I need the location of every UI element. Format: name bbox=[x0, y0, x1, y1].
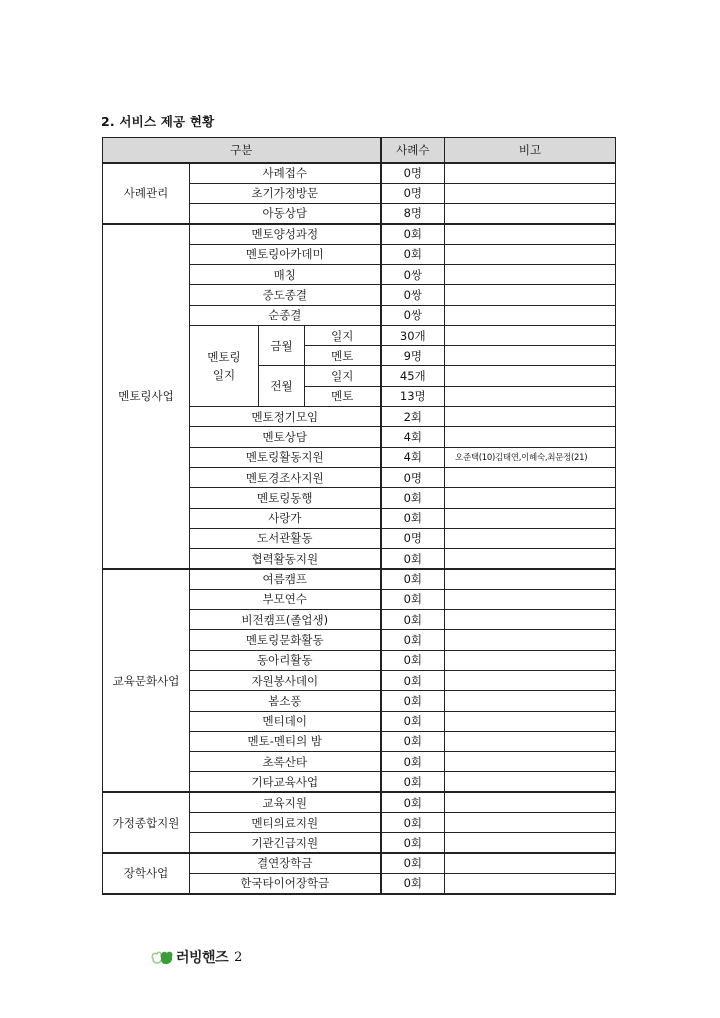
remark bbox=[445, 407, 616, 427]
item-label: 멘토양성과정 bbox=[190, 224, 381, 244]
case-count: 0회 bbox=[381, 610, 445, 630]
case-count: 0명 bbox=[381, 183, 445, 203]
remark bbox=[445, 224, 616, 244]
case-count: 0회 bbox=[381, 752, 445, 772]
case-count: 0회 bbox=[381, 569, 445, 589]
item-label: 매칭 bbox=[190, 264, 381, 284]
item-label: 멘토상담 bbox=[190, 427, 381, 447]
remark bbox=[445, 549, 616, 569]
case-count: 13명 bbox=[381, 386, 445, 406]
remark bbox=[445, 731, 616, 751]
remark bbox=[445, 264, 616, 284]
case-count: 4회 bbox=[381, 447, 445, 467]
item-label: 멘토-멘티의 밤 bbox=[190, 731, 381, 751]
remark bbox=[445, 305, 616, 325]
item-label: 멘토링문화활동 bbox=[190, 630, 381, 650]
case-count: 0회 bbox=[381, 670, 445, 690]
case-count: 0회 bbox=[381, 630, 445, 650]
case-count: 4회 bbox=[381, 427, 445, 447]
case-count: 0회 bbox=[381, 691, 445, 711]
remark bbox=[445, 772, 616, 792]
footer-brand: 러빙핸즈 bbox=[176, 950, 229, 966]
mentoring-journal-label: 멘토링 일지 bbox=[190, 325, 259, 406]
remark bbox=[445, 630, 616, 650]
item-label: 비전캠프(졸업생) bbox=[190, 610, 381, 630]
table-row bbox=[103, 569, 616, 589]
remark bbox=[445, 285, 616, 305]
case-count: 8명 bbox=[381, 204, 445, 224]
table-body bbox=[103, 163, 616, 894]
item-label: 초록산타 bbox=[190, 752, 381, 772]
remark bbox=[445, 427, 616, 447]
period-label: 금월 bbox=[259, 325, 305, 366]
remark bbox=[445, 346, 616, 366]
remark bbox=[445, 569, 616, 589]
category-mentor: 멘토링사업 bbox=[103, 224, 190, 569]
remark bbox=[445, 183, 616, 203]
table-row bbox=[103, 792, 616, 812]
case-count: 0회 bbox=[381, 244, 445, 264]
case-count: 0회 bbox=[381, 731, 445, 751]
item-label: 한국타이어장학금 bbox=[190, 873, 381, 893]
remark bbox=[445, 813, 616, 833]
service-status-table bbox=[102, 137, 616, 895]
case-count: 0회 bbox=[381, 792, 445, 812]
footer bbox=[150, 946, 242, 968]
item-label: 멘토정기모임 bbox=[190, 407, 381, 427]
case-count: 0쌍 bbox=[381, 285, 445, 305]
item-label: 봄소풍 bbox=[190, 691, 381, 711]
header-count: 사례수 bbox=[381, 138, 445, 164]
section-heading: 2. 서비스 제공 현황 bbox=[101, 114, 215, 129]
remark bbox=[445, 467, 616, 487]
journal-type: 멘토 bbox=[305, 386, 381, 406]
case-count: 0회 bbox=[381, 853, 445, 873]
category-case: 사례관리 bbox=[103, 163, 190, 224]
item-label: 아동상담 bbox=[190, 204, 381, 224]
item-label: 순종결 bbox=[190, 305, 381, 325]
journal-type: 멘토 bbox=[305, 346, 381, 366]
case-count: 0회 bbox=[381, 508, 445, 528]
case-count: 0쌍 bbox=[381, 264, 445, 284]
item-label: 협력활동지원 bbox=[190, 549, 381, 569]
item-label: 여름캠프 bbox=[190, 569, 381, 589]
case-count: 0회 bbox=[381, 833, 445, 853]
remark bbox=[445, 204, 616, 224]
case-count: 0회 bbox=[381, 650, 445, 670]
item-label: 사례접수 bbox=[190, 163, 381, 183]
case-count: 0회 bbox=[381, 813, 445, 833]
journal-type: 일지 bbox=[305, 366, 381, 386]
case-count: 0회 bbox=[381, 549, 445, 569]
remark bbox=[445, 833, 616, 853]
remark bbox=[445, 163, 616, 183]
item-label: 멘토링아카데미 bbox=[190, 244, 381, 264]
remark bbox=[445, 528, 616, 548]
item-label: 부모연수 bbox=[190, 589, 381, 609]
item-label: 사랑가 bbox=[190, 508, 381, 528]
remark bbox=[445, 508, 616, 528]
item-label: 도서관활동 bbox=[190, 528, 381, 548]
remark bbox=[445, 650, 616, 670]
item-label: 교육지원 bbox=[190, 792, 381, 812]
item-label: 멘토링동행 bbox=[190, 488, 381, 508]
remark bbox=[445, 792, 616, 812]
case-count: 0회 bbox=[381, 589, 445, 609]
remark bbox=[445, 691, 616, 711]
remark bbox=[445, 325, 616, 345]
case-count: 0쌍 bbox=[381, 305, 445, 325]
item-label: 멘티의료지원 bbox=[190, 813, 381, 833]
hands-logo-icon bbox=[150, 946, 174, 968]
category-family: 가정종합지원 bbox=[103, 792, 190, 853]
case-count: 0회 bbox=[381, 488, 445, 508]
case-count: 30개 bbox=[381, 325, 445, 345]
period-label: 전월 bbox=[259, 366, 305, 407]
item-label: 자원봉사데이 bbox=[190, 670, 381, 690]
case-count: 0명 bbox=[381, 528, 445, 548]
item-label: 초기가정방문 bbox=[190, 183, 381, 203]
table-row bbox=[103, 224, 616, 244]
case-count: 2회 bbox=[381, 407, 445, 427]
item-label: 멘토경조사지원 bbox=[190, 467, 381, 487]
remark bbox=[445, 711, 616, 731]
table-header-row bbox=[103, 138, 616, 164]
remark: 오준택(10)김태연,이혜숙,최문정(21) bbox=[445, 447, 616, 467]
remark bbox=[445, 244, 616, 264]
header-category: 구분 bbox=[103, 138, 381, 164]
case-count: 0명 bbox=[381, 163, 445, 183]
header-note: 비고 bbox=[445, 138, 616, 164]
remark bbox=[445, 752, 616, 772]
remark bbox=[445, 589, 616, 609]
item-label: 결연장학금 bbox=[190, 853, 381, 873]
page-number: 2 bbox=[234, 949, 243, 965]
journal-type: 일지 bbox=[305, 325, 381, 345]
remark bbox=[445, 366, 616, 386]
item-label: 멘토링활동지원 bbox=[190, 447, 381, 467]
case-count: 0명 bbox=[381, 467, 445, 487]
case-count: 45개 bbox=[381, 366, 445, 386]
item-label: 동아리활동 bbox=[190, 650, 381, 670]
item-label: 기타교육사업 bbox=[190, 772, 381, 792]
remark bbox=[445, 670, 616, 690]
case-count: 0회 bbox=[381, 873, 445, 893]
case-count: 0회 bbox=[381, 711, 445, 731]
case-count: 9명 bbox=[381, 346, 445, 366]
table-row bbox=[103, 853, 616, 873]
remark bbox=[445, 610, 616, 630]
table-row bbox=[103, 163, 616, 183]
remark bbox=[445, 386, 616, 406]
remark bbox=[445, 853, 616, 873]
category-edu: 교육문화사업 bbox=[103, 569, 190, 792]
item-label: 멘티데이 bbox=[190, 711, 381, 731]
case-count: 0회 bbox=[381, 772, 445, 792]
item-label: 중도종결 bbox=[190, 285, 381, 305]
category-scholar: 장학사업 bbox=[103, 853, 190, 894]
remark bbox=[445, 873, 616, 893]
case-count: 0회 bbox=[381, 224, 445, 244]
remark bbox=[445, 488, 616, 508]
item-label: 기관긴급지원 bbox=[190, 833, 381, 853]
